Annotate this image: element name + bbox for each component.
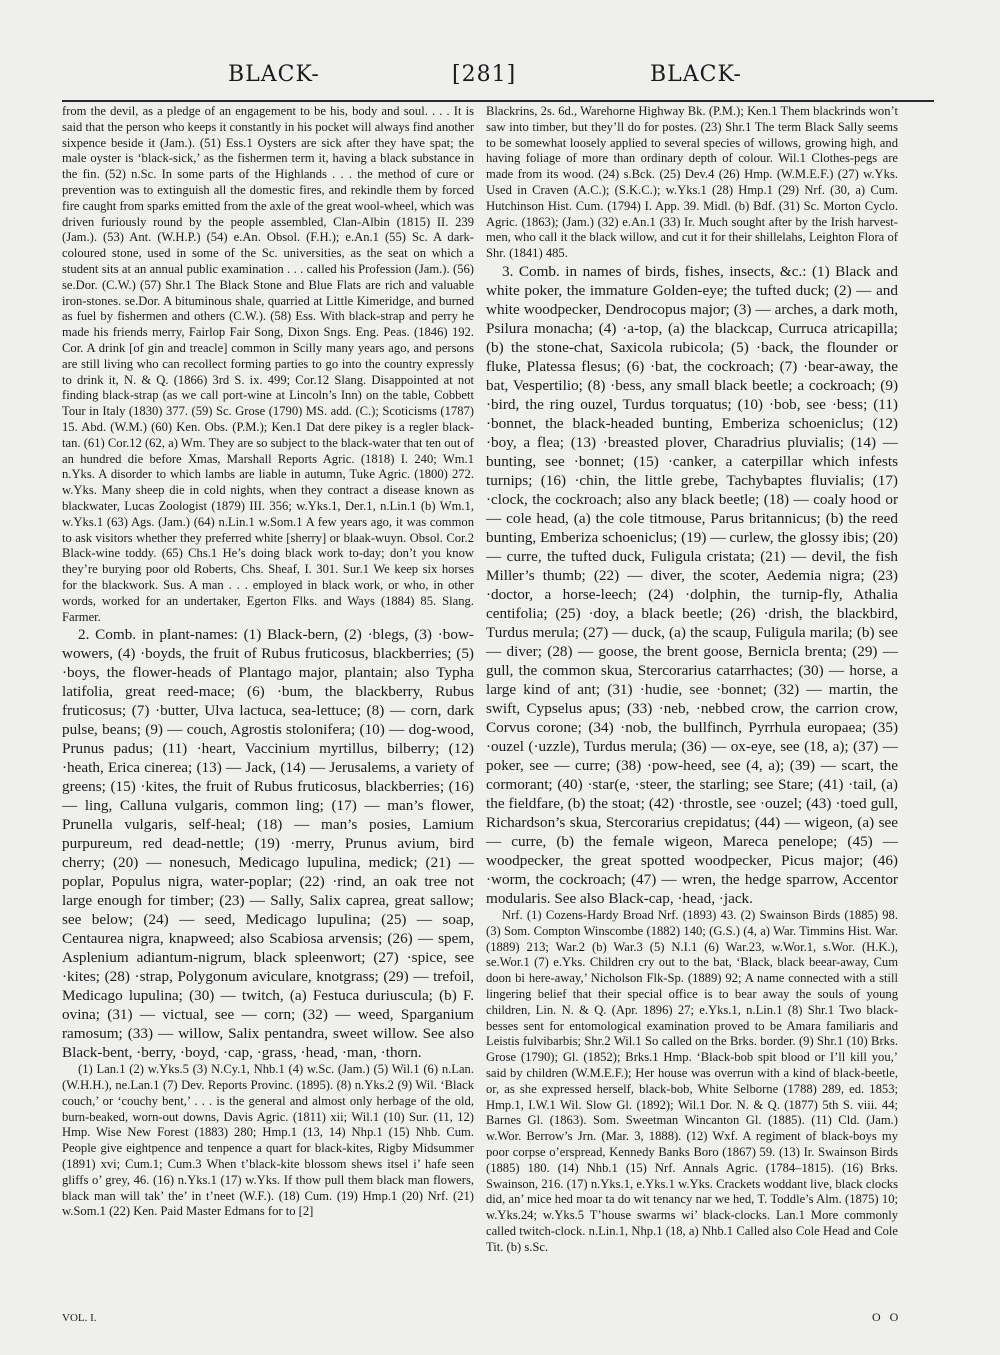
bird-names-section: 3. Comb. in names of birds, fishes, insects, &c.: (1) Black and white poker, the immature Golden-eye; the tufted duck; (2) — and white woodpecker, Dendrocopus major; (3) — arches, a dark moth, Psilura monacha; (4) ·a-top, (a) the blackcap, Curruca atricapilla; (b) the stone-chat, Saxicola rubicola; (5) ·back, the flounder or fluke, Platessa flesus; (6) ·bat, the cockroach; (7) ·bear-away, the bat, Vespertilio; (8) ·bess, any small black beetle; a cockroach; (9) ·bird, the ring ouzel, Turdus torquatus; (10) ·bob, see ·bess; (11) ·bonnet, the black-headed bunting, Emberiza schoeniclus; (12) ·boy, a flea; (13) ·breasted plover, Charadrius pluvialis; (14) — bunting, see ·bonnet; (15) ·canker, a caterpillar which infests turnips; (16) ·chin, the little grebe, Tachybaptes fluvialis; (17) ·clock, the cockroach; also any black beetle; (18) — coaly hood or — cole head, (a) the cole titmouse, Parus britannicus; (b) the reed bunting, Emberiza schoeniclus; (19) — curlew, the glossy ibis; (20) — curre, the tufted duck, Fuligula cristata; (21) — devil, the fish Miller’s thumb; (22) — diver, the scoter, Aedemia nigra; (23) ·doctor, a horse-leech; (24) ·dolphin, the turnip-fly, Athalia centifolia; (25) ·doy, a black beetle; (26) ·drish, the blackbird, Turdus merula; (27) — duck, (a) the scaup, Fuligula marila; (b) see — diver; (28) — goose, the brent goose, Bernicla brenta; (29) — gull, the common skua, Stercorarius catarrhactes; (30) — horse, a large kind of ant; (31) ·hudie, see ·bonnet; (32) — martin, the swift, Cypselus apus; (33) ·neb, ·nebbed crow, the carrion crow, Corvus corone; (34) ·nob, the bullfinch, Pyrrhula europaea; (35) ·ouzel (·uzzle), Turdus merula; (36) — ox-eye, see (18, a); (37) — poker, see — curre; (38) ·pow-heed, see (4, a); (39) — scart, the cormorant; (40) ·star(e, ·steer, the starling; see Stare; (41) ·tail, (a) the fieldfare, (b) the stoat; (42) ·throstle, see ·ouzel; (43) ·toed gull, Richardson’s skua, Stercorarius crepidatus; (44) — wigeon, (a) see — curre, (b) the female wigeon, Mareca penelope; (45) — woodpecker, the great spotted woodpecker, Picus major; (46) ·worm, the cockroach; (47) — wren, the hedge sparrow, Accentor modularis. See also Black-cap, ·head, ·jack. bbox=[486, 262, 898, 907]
page-number: [281] bbox=[452, 62, 517, 87]
volume-label: VOL. I. bbox=[62, 1312, 97, 1324]
plant-names-citations: (1) Lan.1 (2) w.Yks.5 (3) N.Cy.1, Nhb.1 (4) w.Sc. (Jam.) (5) Wil.1 (6) n.Lan. (W.H.H.), ne.Lan.1 (7) Dev. Reports Provinc. (1895). (8) n.Yks.2 (9) Wil. ‘Black couch,’ or ‘couchy bent,’ . . . is the general and almost only herbage of the old, burn-beaked, worn-out downs, Davis Agric. (1811) xii; Wil.1 (10) Sur. (11, 12) Hmp. Wise New Forest (1883) 280; Hmp.1 (13, 14) Nhp.1 (15) Nhb. Cum. People give eightpence and tenpence a quart for black-kites, Rigby Midsummer (1891) xvi; Cum.1; Cum.3 When t’black-kite blossom shews itsel i’ hafe seen gliffs o’ grey, 46. (16) n.Yks.1 (17) w.Yks. If thow pull them black man flowers, black man will tak’ the’ in t’neet (W.F.). (18) Cum. (19) Hmp.1 (20) Nrf. (21) w.Som.1 (22) Ken. Paid Master Edmans for to [2] bbox=[62, 1062, 474, 1219]
bird-names-citations: Nrf. (1) Cozens-Hardy Broad Nrf. (1893) 43. (2) Swainson Birds (1885) 98. (3) Som. Compton Winscombe (1882) 140; (G.S.) (4, a) War. Timmins Hist. War. (1889) 213; War.2 (b) War.3 (5) N.I.1 (6) War.23, w.Wor.1, s.Wor. (H.K.), se.Wor.1 (7) e.Yks. Children cry out to the bat, ‘Black, black beear-away, Cum doon bi here-away,’ Nicholson Flk-Sp. (1889) 92; A name connected with a still lingering belief that their special office is to bear away the souls of young children, Lin. N. & Q. (Apr. 1896) 27; e.Yks.1, n.Lin.1 (8) Shr.1 Two black-besses sent for entomological examination proved to be Amara familiaris and Leistis fulvibarbis; Shr.2 Wil.1 So called on the Brks. border. (9) Shr.1 (10) Brks. Grose (1790); Gl. (1852); Brks.1 Hmp. ‘Black-bob spit blood or I’ll kill you,’ said by children (W.M.E.F.); Her house was overrun with a kind of black-beetle, or, as she expressed herself, black-bob, White Selborne (1788) 289, ed. 1853; Hmp.1, I.W.1 Wil. Slow Gl. (1892); Wil.1 Dor. N. & Q. (1877) 5th S. viii. 44; Barnes Gl. (1863). Som. Sweetman Wincanton Gl. (1885). (11) Cld. (Jam.) w.Wor. Berrow’s Jrn. (Mar. 3, 1888). (12) Wxf. A regiment of black-boys my poor corpse o’erspread, Kennedy Banks Boro (1867) 59. (13) Ir. Swainson Birds (1885) 180. (14) Nhb.1 (15) Nrf. Annals Agric. (1784–1815). (16) Brks. Swainson, 216. (17) n.Yks.1, e.Yks.1 w.Yks. Crackets woddant live, black clocks did, an’ mice hed moar ta do wit tenancy nar we hed, T. Toddle’s Alm. (1875) 10; w.Yks.24; w.Yks.5 T’house swarms wi’ black-clocks. Lan.1 More commonly called twitch-clock. n.Lin.1, Nhp.1 (18, a) Nhb.1 Called also Cole Head and Cole Tit. (b) s.Sc. bbox=[486, 907, 898, 1254]
header-rule bbox=[62, 100, 934, 102]
header-right-word: BLACK- bbox=[650, 62, 742, 87]
right-column bbox=[486, 104, 898, 1329]
header-left-word: BLACK- bbox=[228, 62, 320, 87]
running-header bbox=[0, 58, 1000, 98]
left-column bbox=[62, 104, 474, 1309]
entry-paragraph: from the devil, as a pledge of an engagement to be his, body and soul. . . . It is said that the person who keeps it constantly in his pocket will always find another sixpence beside it (Jam.). (51) Ess.1 Oysters are sick after they have spat; the male oyster is ‘black-sick,’ as the fishermen term it, having a black substance in the fin. (52) n.Sc. In some parts of the Highlands . . . the method of cure or prevention was to extinguish all the domestic fires, and rekindle them by forced fire caught from sparks emitted from the axle of the great wool-wheel, which was driven furiously round by the people assembled, Clan-Albin (1815) II. 239 (Jam.). (53) Ant. (W.H.P.) (54) e.An. Obsol. (F.H.); e.An.1 (55) Sc. A dark-coloured stone, used in some of the Sc. universities, as the seat on which a student sits at an annual public examination . . . called his Profession (Jam.). (56) se.Dor. (C.W.) (57) Shr.1 The Black Stone and Blue Flats are rich and valuable iron-stones. se.Dor. A bituminous shale, quarried at Little Kimeridge, and burned as fuel by fishermen and others (C.W.). (58) Ess. With black-strap and perry he made his friends merry, Fairlop Fair Song, Dixon Sngs. Eng. Peas. (1846) 192. Cor. A drink [of gin and treacle] common in Scilly many years ago, and persons are still living who can recollect forming parties to go into the country expressly to drink it, N. & Q. (1866) 3rd S. ix. 499; Cor.12 Slang. Disappointed at not finding black-strap (as we call port-wine at Lincoln’s Inn) on the table, Cobbett Tour in Italy (1830) 377. (59) Sc. Grose (1790) MS. add. (C.); Scoticisms (1787) 15. Abd. (W.M.) (60) Ken. Obs. (P.M.); Ken.1 Dat dere pikey is a regler black-tan. (61) Cor.12 (62, a) Wm. They are so subject to the black-water that ten out of an hundred die before Xmas, Marshall Reports Agric. (1818) I. 240; Wm.1 n.Yks. A disorder to which lambs are liable in autumn, Tuke Agric. (1800) 272. w.Yks. Many sheep die in cold nights, when they contract a disease known as blackwater, Lucas Zoologist (1879) III. 356; w.Yks.1, Der.1, n.Lin.1 (b) Wm.1, w.Yks.1 (63) Ags. (Jam.) (64) n.Lin.1 w.Som.1 A few years ago, it was common to ask visitors whether they preferred white [sherry] or blaak-wuyn. Obsol. Cor.2 Black-wine toddy. (65) Chs.1 He’s doing black work to-day; don’t you know they’re burying poor old Roberts, Chs. Sheaf, I. 301. Sur.1 We keep six horses for the blackwork. Sus. A man . . . employed in black work, or who, in other words, worked for an undertaker, Egerton Flks. and Ways (1884) 85. Slang. Farmer. bbox=[62, 104, 474, 624]
signature-mark: O O bbox=[872, 1310, 902, 1324]
entry-paragraph: Blackrins, 2s. 6d., Warehorne Highway Bk. (P.M.); Ken.1 Them blackrinds won’t saw into timber, but they’ll do for postes. (23) Shr.1 The term Black Sally seems to be somewhat loosely applied to several species of willows, growing high, and having foliage of more than ordinary depth of colour. Wil.1 Clothes-pegs are made from its wood. (24) s.Bck. (25) Dev.4 (26) Hmp. (W.M.E.F.) (27) w.Yks. Used in Craven (A.C.); (S.K.C.); w.Yks.1 (28) Hmp.1 (29) Nrf. (30, a) Cum. Hutchinson Hist. Cum. (1794) I. App. 39. Midl. (b) Bdf. (31) Sc. Morton Cyclo. Agric. (1863); (Jam.) (32) e.An.1 (33) Ir. Much sought after by the Irish harvest-men, who call it the black willow, and cut it for their shillelahs, Leighton Flora of Shr. (1841) 485. bbox=[486, 104, 898, 261]
plant-names-section: 2. Comb. in plant-names: (1) Black-bern, (2) ·blegs, (3) ·bow-wowers, (4) ·boyds, the fruit of Rubus fruticosus, blackberries; (5) ·boys, the flower-heads of Plantago major, plantain; also Typha latifolia, great reed-mace; (6) ·bum, the blackberry, Rubus fruticosus; (7) ·butter, Ulva lactuca, sea-lettuce; (8) — corn, dark pulse, beans; (9) — couch, Agrostis stolonifera; (10) — dog-wood, Prunus padus; (11) ·heart, Vaccinium myrtillus, bilberry; (12) ·heath, Erica cinerea; (13) — Jack, (14) — Jerusalems, a variety of greens; (15) ·kites, the fruit of Rubus fruticosus, blackberries; (16) — ling, Calluna vulgaris, common ling; (17) — man’s flower, Prunella vulgaris, self-heal; (18) — man’s posies, Lamium purpureum, red dead-nettle; (19) ·merry, Prunus avium, bird cherry; (20) — nonesuch, Medicago lupulina, medick; (21) — poplar, Populus nigra, water-poplar; (22) ·rind, an oak tree not large enough for timber; (23) — Sally, Salix caprea, great sallow; see below; (24) — seed, Medicago lupulina; (25) — soap, Centaurea nigra, knapweed; also Scabiosa arvensis; (26) — spem, Asplenium adiantum-nigrum, black spleenwort; (27) ·spice, see ·kites; (28) ·strap, Polygonum aviculare, knotgrass; (29) — trefoil, Medicago lupulina; (30) — twitch, (a) Festuca duriuscula; (b) F. ovina; (31) — victual, see — corn; (32) — weed, Sparganium ramosum; (33) — willow, Salix pentandra, sweet willow. See also Black-bent, ·berry, ·boyd, ·cap, ·grass, ·head, ·man, ·thorn. bbox=[62, 626, 474, 1062]
